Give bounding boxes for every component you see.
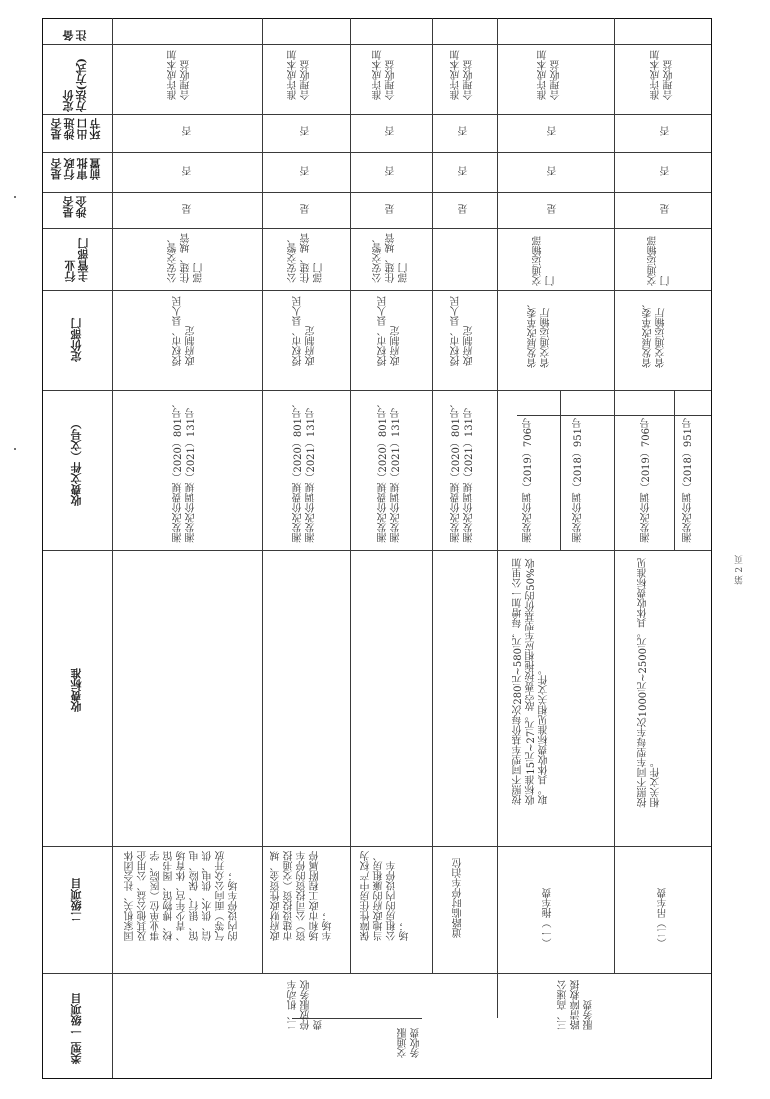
header-pricing-dept: 定价部门 [70,318,83,362]
row6-enterprise: 是 [661,204,672,214]
header-standard: 收费标准 [70,668,83,712]
header-industry-dept: 行业 主管部门 [64,238,90,282]
row-line [432,18,433,973]
header-document: 收费文件（文号） [70,418,83,506]
row5-method: 准许成本加 合理收益 [538,50,562,100]
header-remarks: 备 注 [62,30,88,41]
row5-standard: 按照不同型车基价每次280元~580元，每增加一公里加 收标准15元~27元。故空费按拖相应车型基价的50%收 取。具体收费标准见相关文件。 [513,558,550,805]
row3-doc: 湘发改价费规（2020）801号、 湘发改价调规（2021）131号 [378,398,402,543]
col-line [42,390,712,391]
row5-doc-b: 湘发改价调（2018）951号 [573,418,584,543]
header-export: 是否 涉进 出口 环节 [50,118,102,140]
row5-pricing: 省发展改革委、 省交通运输厅 [528,298,552,368]
row-line [497,18,498,1018]
row2-approval: 否 [301,166,312,176]
page-number: 第 2 页 [735,555,745,585]
row4-doc: 湘发改价费规（2020）801号、 湘发改价调规（2021）131号 [451,398,475,543]
row1-level2: 国家机关、社会团体 及其他公益、公用企 事业单位（医院、学 校、博物馆、图书馆 、青少年宫、体育场 馆、银行、保险、电 信、供水、供电、供 气等）面向公众开放 的内设停车场； [125,851,240,941]
level1-parking: 二、机动车 停放服务收 费 [288,980,325,1030]
row1-approval: 否 [183,166,194,176]
row1-pricing: 授权市、县人民 政府制定 [173,296,197,366]
doc-split [560,390,561,550]
row6-doc-b: 湘发改价调（2018）951号 [683,418,694,543]
row-line [112,18,113,1078]
row1-enterprise: 是 [183,204,194,214]
col-line [42,228,712,229]
table-border-right [711,18,712,1078]
col-line [42,973,712,974]
row6-pricing: 省发展改革委、 省交通运输厅 [643,298,667,368]
row2-industry: 公安交警、 住建、城管 部门 [288,233,325,283]
doc-split [674,390,675,550]
row6-approval: 否 [661,166,672,176]
level1-rescue: 三、高速公 路清障救援 服务费 [558,980,595,1030]
row2-level2: 政府财政性资金、城 市建设投资（交通投 资）公司投资的停车 场和市政工程附属停 车场； [271,851,334,941]
row5-approval: 否 [548,166,559,176]
row4-pricing: 授权市、县人民 政府制定 [451,296,475,366]
row6-standard: 按照不同车型每车次1000元~2500元。具体收费标准见 相关文件。 [638,558,662,808]
row5-export: 否 [548,126,559,136]
row1-method: 准许成本加 合理收益 [168,50,192,100]
col-line [42,192,712,193]
row2-export: 否 [301,126,312,136]
row6-method: 准许成本加 合理收益 [651,50,675,100]
table-border-top [42,18,712,19]
col-line [42,44,712,45]
row4-enterprise: 是 [459,204,470,214]
row3-approval: 否 [386,166,397,176]
row-line [262,18,263,973]
row6-level2: （二）吊车费 [658,888,669,948]
row3-industry: 公安交警、 住建、城管 部门 [373,233,410,283]
col-line [42,550,712,551]
row4-method: 准许成本加 合理收益 [451,50,475,100]
col-line [42,114,712,115]
row-line [350,18,351,973]
row4-level2: 道路临时停车泊位 [453,858,464,938]
type-label: 交通服 务收费 [398,1028,422,1058]
header-pricing-method: 定价 方法(方式) [62,58,88,113]
header-admin-approval: 是否 行政 审批 前置 [50,158,102,180]
table-border-left [42,18,43,1078]
row6-export: 否 [661,126,672,136]
row1-doc: 湘发改价费规（2020）801号、 湘发改价调规（2021）131号 [173,398,197,543]
col-line [42,290,712,291]
row5-doc-a: 湘发改价调（2019）706号 [523,418,534,543]
row3-level2: 保障性住房中产权为 当地政府的廉租房、 公租房的内设停车 场； [361,851,411,941]
row5-industry: 交通运输部 门 [533,236,557,286]
row2-enterprise: 是 [301,204,312,214]
row2-method: 准许成本加 合理收益 [288,50,312,100]
row1-industry: 公安交警、 住建、城管 部门 [168,233,205,283]
row-line [614,18,615,973]
row4-export: 否 [459,126,470,136]
fee-table [42,18,712,1078]
row5-level2: （一）拖车费 [543,888,554,948]
header-level2: 二级项目 [70,878,83,922]
header-involves-enterprise: 是否 涉企 [62,196,88,218]
col-line [42,846,712,847]
row3-export: 否 [386,126,397,136]
row2-doc: 湘发改价费规（2020）801号、 湘发改价调规（2021）131号 [293,398,317,543]
col-line [42,152,712,153]
row2-pricing: 授权市、县人民 政府制定 [293,296,317,366]
row5-enterprise: 是 [548,204,559,214]
scan-speck [14,448,16,450]
header-type: 类型 [70,1042,83,1064]
scan-speck [14,196,16,198]
row3-pricing: 授权市、县人民 政府制定 [378,296,402,366]
row3-enterprise: 是 [386,204,397,214]
row3-method: 准许成本加 合理收益 [373,50,397,100]
row4-approval: 否 [459,166,470,176]
header-level1: 一级项目 [70,993,83,1037]
table-border-bottom [42,1078,712,1079]
row6-doc-a: 湘发改价调（2019）706号 [641,418,652,543]
row6-industry: 交通运输部 门 [648,236,672,286]
row1-export: 否 [183,126,194,136]
